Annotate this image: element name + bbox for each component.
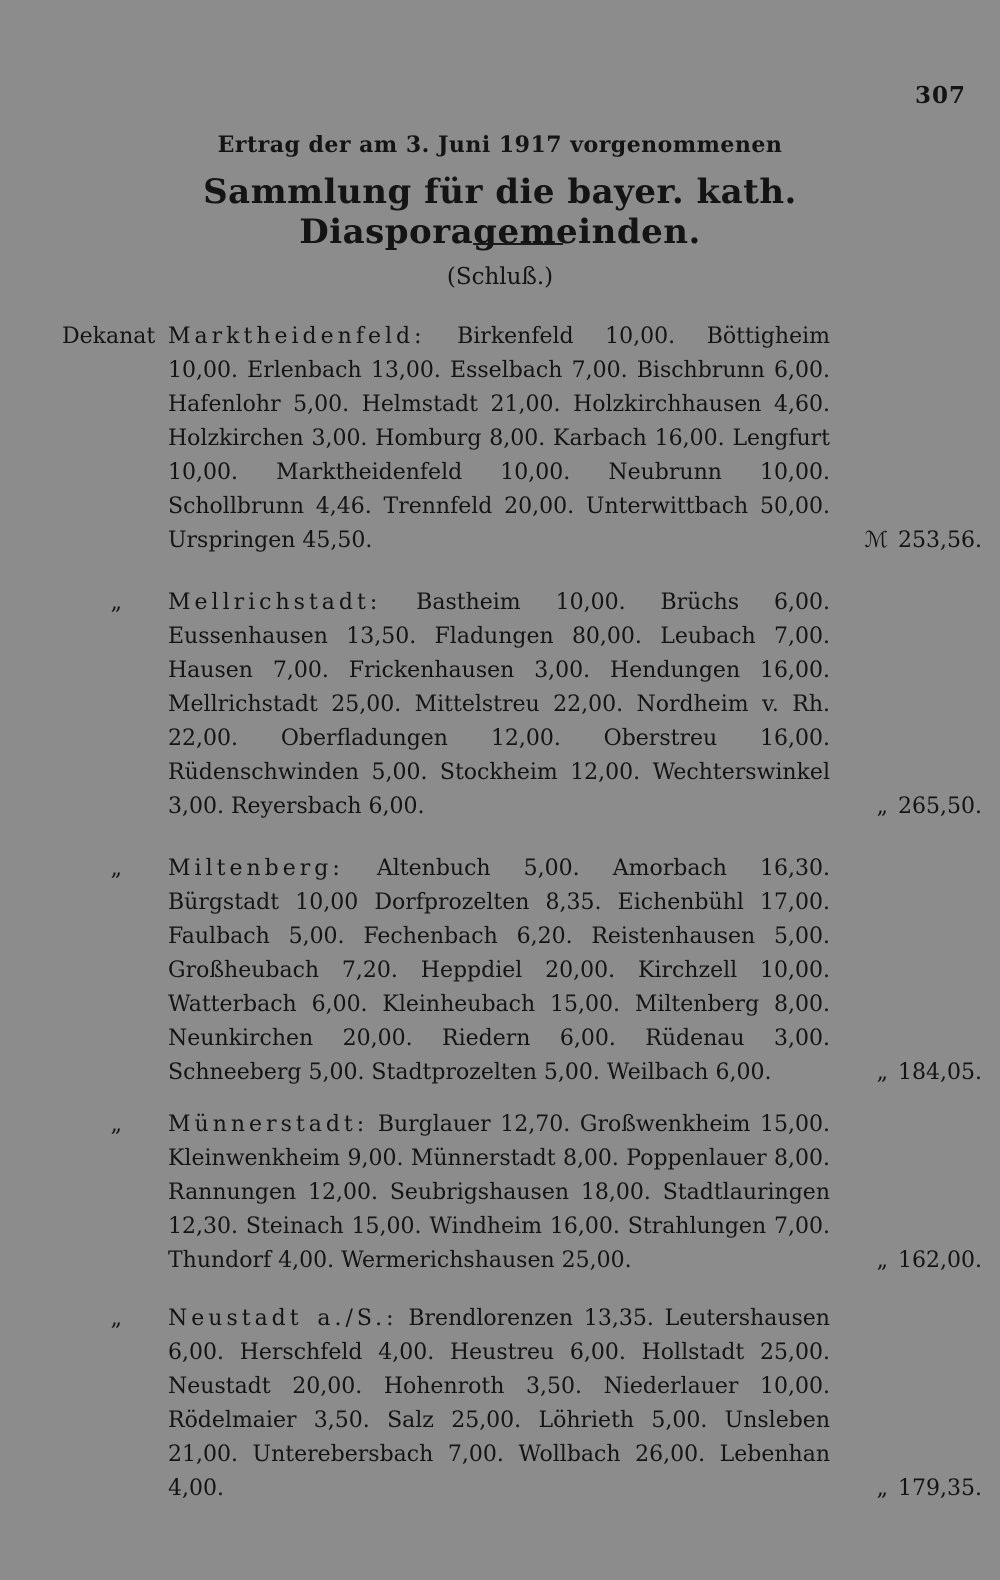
heading-line1: Ertrag der am 3. Juni 1917 vorgenommenen: [217, 132, 783, 158]
section-prefix: „: [110, 590, 122, 615]
total-amount: 265,50.: [898, 794, 982, 819]
section-muennerstadt: [62, 1108, 982, 1278]
deanery-name: Neustadt a./S.:: [168, 1306, 398, 1331]
subtitle: (Schluß.): [446, 264, 554, 290]
deanery-name: Marktheidenfeld:: [168, 324, 426, 349]
section-body: [168, 1108, 830, 1278]
section-total: [832, 1244, 982, 1278]
heading-line2: Sammlung für die bayer. kath. Diasporagemeinden.: [203, 172, 797, 252]
deanery-name: Mellrichstadt:: [168, 590, 382, 615]
total-amount: 162,00.: [898, 1248, 982, 1273]
parish-entries: Bastheim 10,00. Brüchs 6,00. Eussenhausen 13,50. Fladungen 80,00. Leubach 7,00. Hausen 7,00. Frickenhausen 3,00. Hendungen 16,00. Mellrichstadt 25,00. Mittelstreu 22,00. Nordheim v. Rh. 22,00. Oberfladungen 12,00. Oberstreu 16,00. Rüdenschwinden 5,00. Stockheim 12,00. Wechterswinkel 3,00. Reyersbach 6,00.: [168, 590, 830, 819]
section-body: [168, 852, 830, 1090]
parish-entries: Burglauer 12,70. Großwenkheim 15,00. Kleinwenkheim 9,00. Münnerstadt 8,00. Poppenlauer 8,00. Rannungen 12,00. Seubrigshausen 18,00. Stadtlauringen 12,30. Steinach 15,00. Windheim 16,00. Strahlungen 7,00. Thundorf 4,00. Wermerichshausen 25,00.: [168, 1112, 830, 1273]
section-marktheidenfeld: [62, 320, 982, 560]
section-body: [168, 586, 830, 824]
total-amount: 179,35.: [898, 1476, 982, 1501]
section-total: [832, 524, 982, 558]
total-amount: 184,05.: [898, 1060, 982, 1085]
section-prefix: Dekanat: [62, 324, 156, 349]
parish-entries: Brendlorenzen 13,35. Leutershausen 6,00. Herschfeld 4,00. Heustreu 6,00. Hollstadt 25,00. Neustadt 20,00. Hohenroth 3,50. Niederlauer 10,00. Rödelmaier 3,50. Salz 25,00. Löhrieth 5,00. Unsleben 21,00. Unterebersbach 7,00. Wollbach 26,00. Lebenhan 4,00.: [168, 1306, 830, 1501]
section-prefix: „: [110, 1306, 122, 1331]
ditto-mark: „: [876, 1248, 889, 1273]
section-neustadt: [62, 1302, 982, 1512]
section-miltenberg: [62, 852, 982, 1092]
total-amount: 253,56.: [898, 528, 982, 553]
deanery-name: Münnerstadt:: [168, 1112, 369, 1137]
currency-mark: ℳ: [864, 528, 889, 553]
section-prefix: „: [110, 856, 122, 881]
ditto-mark: „: [876, 1476, 889, 1501]
section-body: [168, 320, 830, 558]
parish-entries: Altenbuch 5,00. Amorbach 16,30. Bürgstadt 10,00 Dorfprozelten 8,35. Eichenbühl 17,00. Faulbach 5,00. Fechenbach 6,20. Reistenhausen 5,00. Großheubach 7,20. Heppdiel 20,00. Kirchzell 10,00. Watterbach 6,00. Kleinheubach 15,00. Miltenberg 8,00. Neunkirchen 20,00. Riedern 6,00. Rüdenau 3,00. Schneeberg 5,00. Stadtprozelten 5,00. Weilbach 6,00.: [168, 856, 831, 1085]
ditto-mark: „: [876, 1060, 889, 1085]
deanery-name: Miltenberg:: [168, 856, 344, 881]
section-total: [832, 1472, 982, 1506]
ditto-mark: „: [876, 794, 889, 819]
section-total: [832, 790, 982, 824]
parish-entries: Birkenfeld 10,00. Böttigheim 10,00. Erlenbach 13,00. Esselbach 7,00. Bischbrunn 6,00. Hafenlohr 5,00. Helmstadt 21,00. Holzkirchhausen 4,60. Holzkirchen 3,00. Homburg 8,00. Karbach 16,00. Lengfurt 10,00. Marktheidenfeld 10,00. Neubrunn 10,00. Schollbrunn 4,46. Trennfeld 20,00. Unterwittbach 50,00. Urspringen 45,50.: [168, 324, 830, 553]
section-mellrichstadt: [62, 586, 982, 826]
section-body: [168, 1302, 830, 1506]
section-total: [832, 1056, 982, 1090]
page-number: 307: [914, 82, 966, 109]
section-prefix: „: [110, 1112, 122, 1137]
divider-rule: [473, 243, 563, 245]
